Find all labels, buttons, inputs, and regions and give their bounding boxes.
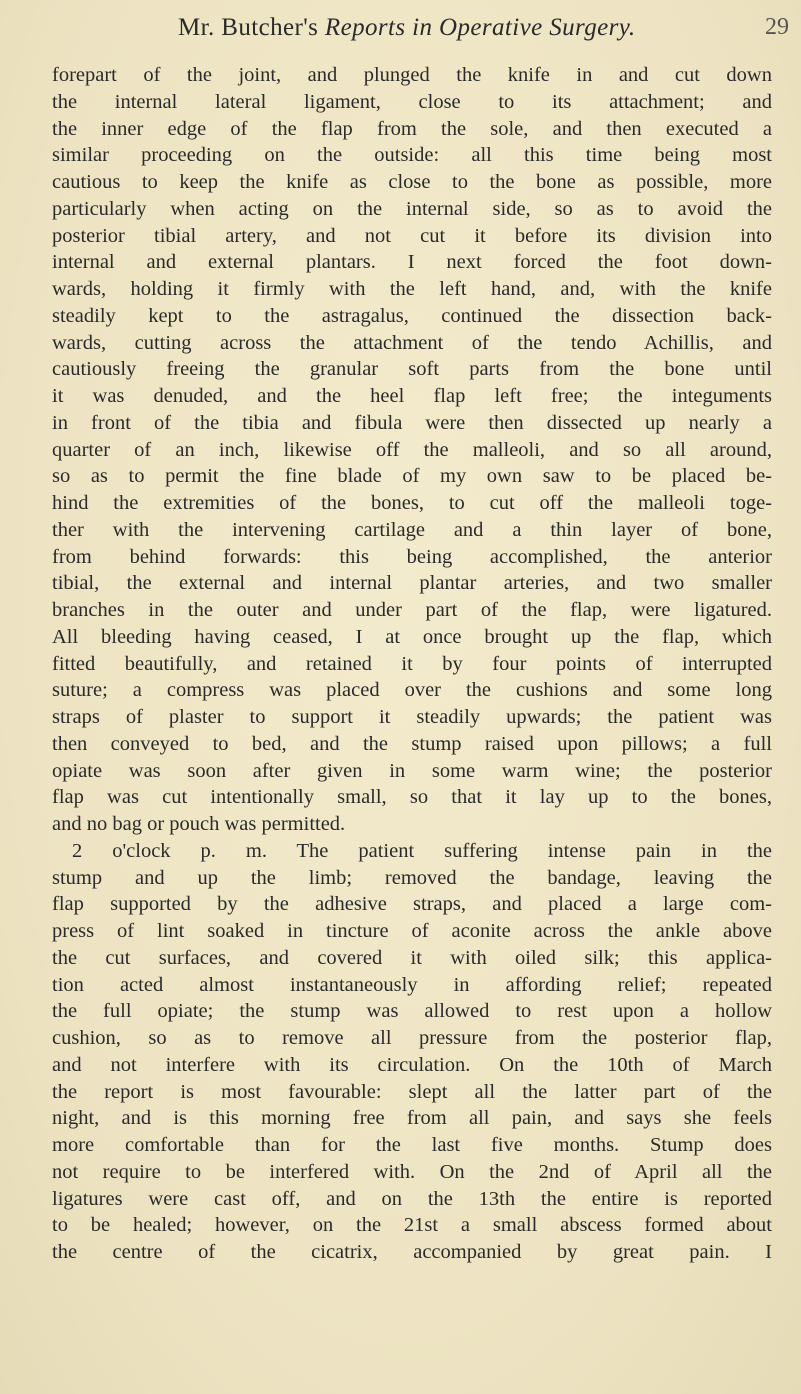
running-head-title <box>178 14 636 42</box>
text-line: steadily kept to the astragalus, continued the dissection back- <box>52 304 772 327</box>
running-head-author: Mr. Butcher's <box>178 14 319 41</box>
text-line: the internal lateral ligament, close to its attachment; and <box>52 90 772 113</box>
text-line: it was denuded, and the heel flap left free; the integuments <box>52 385 772 407</box>
text-line: the centre of the cicatrix, accompanied by great pain. I <box>52 1241 772 1263</box>
text-line: branches in the outer and under part of the flap, were ligatured. <box>52 599 772 621</box>
text-line: tion acted almost instantaneously in affording relief; repeated <box>52 973 772 996</box>
text-line: the inner edge of the flap from the sole, and then executed a <box>52 117 772 140</box>
text-line: not require to be interfered with. On the 2nd of April all the <box>52 1160 772 1183</box>
text-line: the full opiate; the stump was allowed to rest upon a hollow <box>52 1000 772 1023</box>
text-line: stump and up the limb; removed the bandage, leaving the <box>52 866 772 889</box>
text-line: ther with the intervening cartilage and a thin layer of bone, <box>52 518 772 541</box>
text-line: to be healed; however, on the 21st a small abscess formed about <box>52 1214 772 1237</box>
text-line: flap was cut intentionally small, so that it lay up to the bones, <box>52 786 772 809</box>
text-line: 2 o'clock p. m. The patient suffering intense pain in the <box>72 839 772 862</box>
running-head-book-title: Reports in Operative Surgery. <box>324 14 636 41</box>
text-line: hind the extremities of the bones, to cut off the malleoli toge- <box>52 492 772 514</box>
text-line: from behind forwards: this being accomplished, the anterior <box>52 545 772 568</box>
text-line: press of lint soaked in tincture of aconite across the ankle above <box>52 920 772 942</box>
text-line: the report is most favourable: slept all the latter part of the <box>52 1080 772 1103</box>
body-text <box>52 62 772 1266</box>
text-line: more comfortable than for the last five months. Stump does <box>52 1134 772 1156</box>
text-line: wards, cutting across the attachment of the tendo Achillis, and <box>52 331 772 354</box>
text-line: and not interfere with its circulation. On the 10th of March <box>52 1053 772 1076</box>
text-line: straps of plaster to support it steadily upwards; the patient was <box>52 706 772 728</box>
text-line: fitted beautifully, and retained it by four points of interrupted <box>52 652 772 675</box>
text-line: suture; a compress was placed over the cushions and some long <box>52 679 772 702</box>
text-line: forepart of the joint, and plunged the knife in and cut down <box>52 64 772 86</box>
text-line: flap supported by the adhesive straps, and placed a large com- <box>52 893 772 916</box>
text-line: particularly when acting on the internal side, so as to avoid the <box>52 197 772 220</box>
text-line: All bleeding having ceased, I at once brought up the flap, which <box>52 625 772 648</box>
text-line: cautiously freeing the granular soft parts from the bone until <box>52 358 772 381</box>
text-line: posterior tibial artery, and not cut it before its division into <box>52 224 772 247</box>
text-line: internal and external plantars. I next forced the foot down- <box>52 251 772 274</box>
text-line: wards, holding it firmly with the left hand, and, with the knife <box>52 278 772 300</box>
text-line: cushion, so as to remove all pressure from the posterior flap, <box>52 1027 772 1049</box>
running-head <box>0 14 801 54</box>
text-line: then conveyed to bed, and the stump raised upon pillows; a full <box>52 732 772 755</box>
text-line: so as to permit the fine blade of my own saw to be placed be- <box>52 465 772 488</box>
text-line: tibial, the external and internal plantar arteries, and two smaller <box>52 572 772 595</box>
text-line: and no bag or pouch was permitted. <box>52 813 346 835</box>
text-line: night, and is this morning free from all pain, and says she feels <box>52 1107 772 1130</box>
text-line: ligatures were cast off, and on the 13th the entire is reported <box>52 1187 772 1210</box>
page-number: 29 <box>765 14 789 40</box>
text-line: quarter of an inch, likewise off the malleoli, and so all around, <box>52 438 772 461</box>
text-line: in front of the tibia and fibula were then dissected up nearly a <box>52 411 772 434</box>
text-line: similar proceeding on the outside: all this time being most <box>52 144 772 167</box>
text-line: cautious to keep the knife as close to the bone as possible, more <box>52 171 772 193</box>
text-line: opiate was soon after given in some warm wine; the posterior <box>52 759 772 782</box>
text-line: the cut surfaces, and covered it with oiled silk; this applica- <box>52 946 772 969</box>
